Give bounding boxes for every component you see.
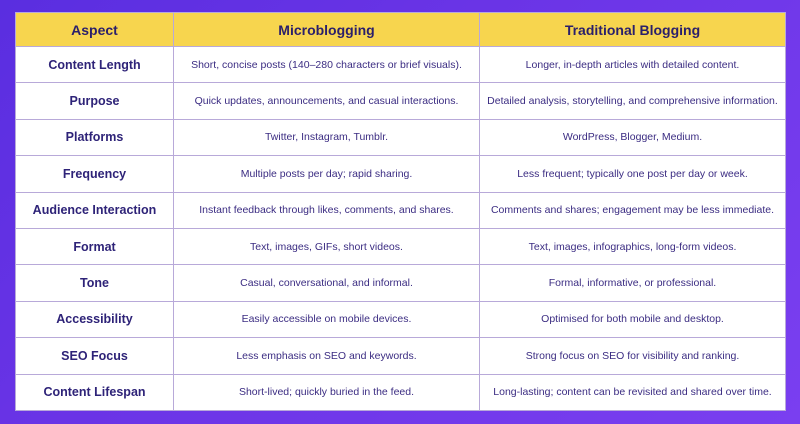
- aspect-cell: Format: [16, 228, 174, 264]
- aspect-cell: Content Lifespan: [16, 374, 174, 410]
- traditional-cell: Formal, informative, or professional.: [480, 265, 786, 301]
- aspect-cell: Frequency: [16, 156, 174, 192]
- microblogging-cell: Casual, conversational, and informal.: [174, 265, 480, 301]
- table-row: [16, 83, 786, 119]
- header-microblogging: Microblogging: [174, 13, 480, 47]
- table-row: [16, 265, 786, 301]
- microblogging-cell: Less emphasis on SEO and keywords.: [174, 338, 480, 374]
- aspect-cell: Purpose: [16, 83, 174, 119]
- microblogging-cell: Short-lived; quickly buried in the feed.: [174, 374, 480, 410]
- traditional-cell: WordPress, Blogger, Medium.: [480, 119, 786, 155]
- microblogging-cell: Short, concise posts (140–280 characters or brief visuals).: [174, 47, 480, 83]
- microblogging-cell: Instant feedback through likes, comments, and shares.: [174, 192, 480, 228]
- traditional-cell: Longer, in-depth articles with detailed content.: [480, 47, 786, 83]
- microblogging-cell: Text, images, GIFs, short videos.: [174, 228, 480, 264]
- traditional-cell: Less frequent; typically one post per day or week.: [480, 156, 786, 192]
- microblogging-cell: Easily accessible on mobile devices.: [174, 301, 480, 337]
- aspect-cell: Audience Interaction: [16, 192, 174, 228]
- traditional-cell: Text, images, infographics, long-form videos.: [480, 228, 786, 264]
- aspect-cell: Accessibility: [16, 301, 174, 337]
- aspect-cell: Tone: [16, 265, 174, 301]
- header-aspect: Aspect: [16, 13, 174, 47]
- table-header-row: [16, 13, 786, 47]
- table-row: [16, 338, 786, 374]
- comparison-table-frame: [15, 12, 785, 411]
- microblogging-cell: Quick updates, announcements, and casual interactions.: [174, 83, 480, 119]
- table-row: [16, 228, 786, 264]
- table-row: [16, 374, 786, 410]
- microblogging-cell: Twitter, Instagram, Tumblr.: [174, 119, 480, 155]
- aspect-cell: Content Length: [16, 47, 174, 83]
- table-row: [16, 119, 786, 155]
- traditional-cell: Long-lasting; content can be revisited and shared over time.: [480, 374, 786, 410]
- header-traditional-blogging: Traditional Blogging: [480, 13, 786, 47]
- microblogging-cell: Multiple posts per day; rapid sharing.: [174, 156, 480, 192]
- aspect-cell: SEO Focus: [16, 338, 174, 374]
- traditional-cell: Comments and shares; engagement may be less immediate.: [480, 192, 786, 228]
- traditional-cell: Detailed analysis, storytelling, and comprehensive information.: [480, 83, 786, 119]
- traditional-cell: Strong focus on SEO for visibility and ranking.: [480, 338, 786, 374]
- aspect-cell: Platforms: [16, 119, 174, 155]
- comparison-table: [15, 12, 786, 411]
- table-row: [16, 301, 786, 337]
- table-row: [16, 47, 786, 83]
- table-row: [16, 192, 786, 228]
- traditional-cell: Optimised for both mobile and desktop.: [480, 301, 786, 337]
- table-row: [16, 156, 786, 192]
